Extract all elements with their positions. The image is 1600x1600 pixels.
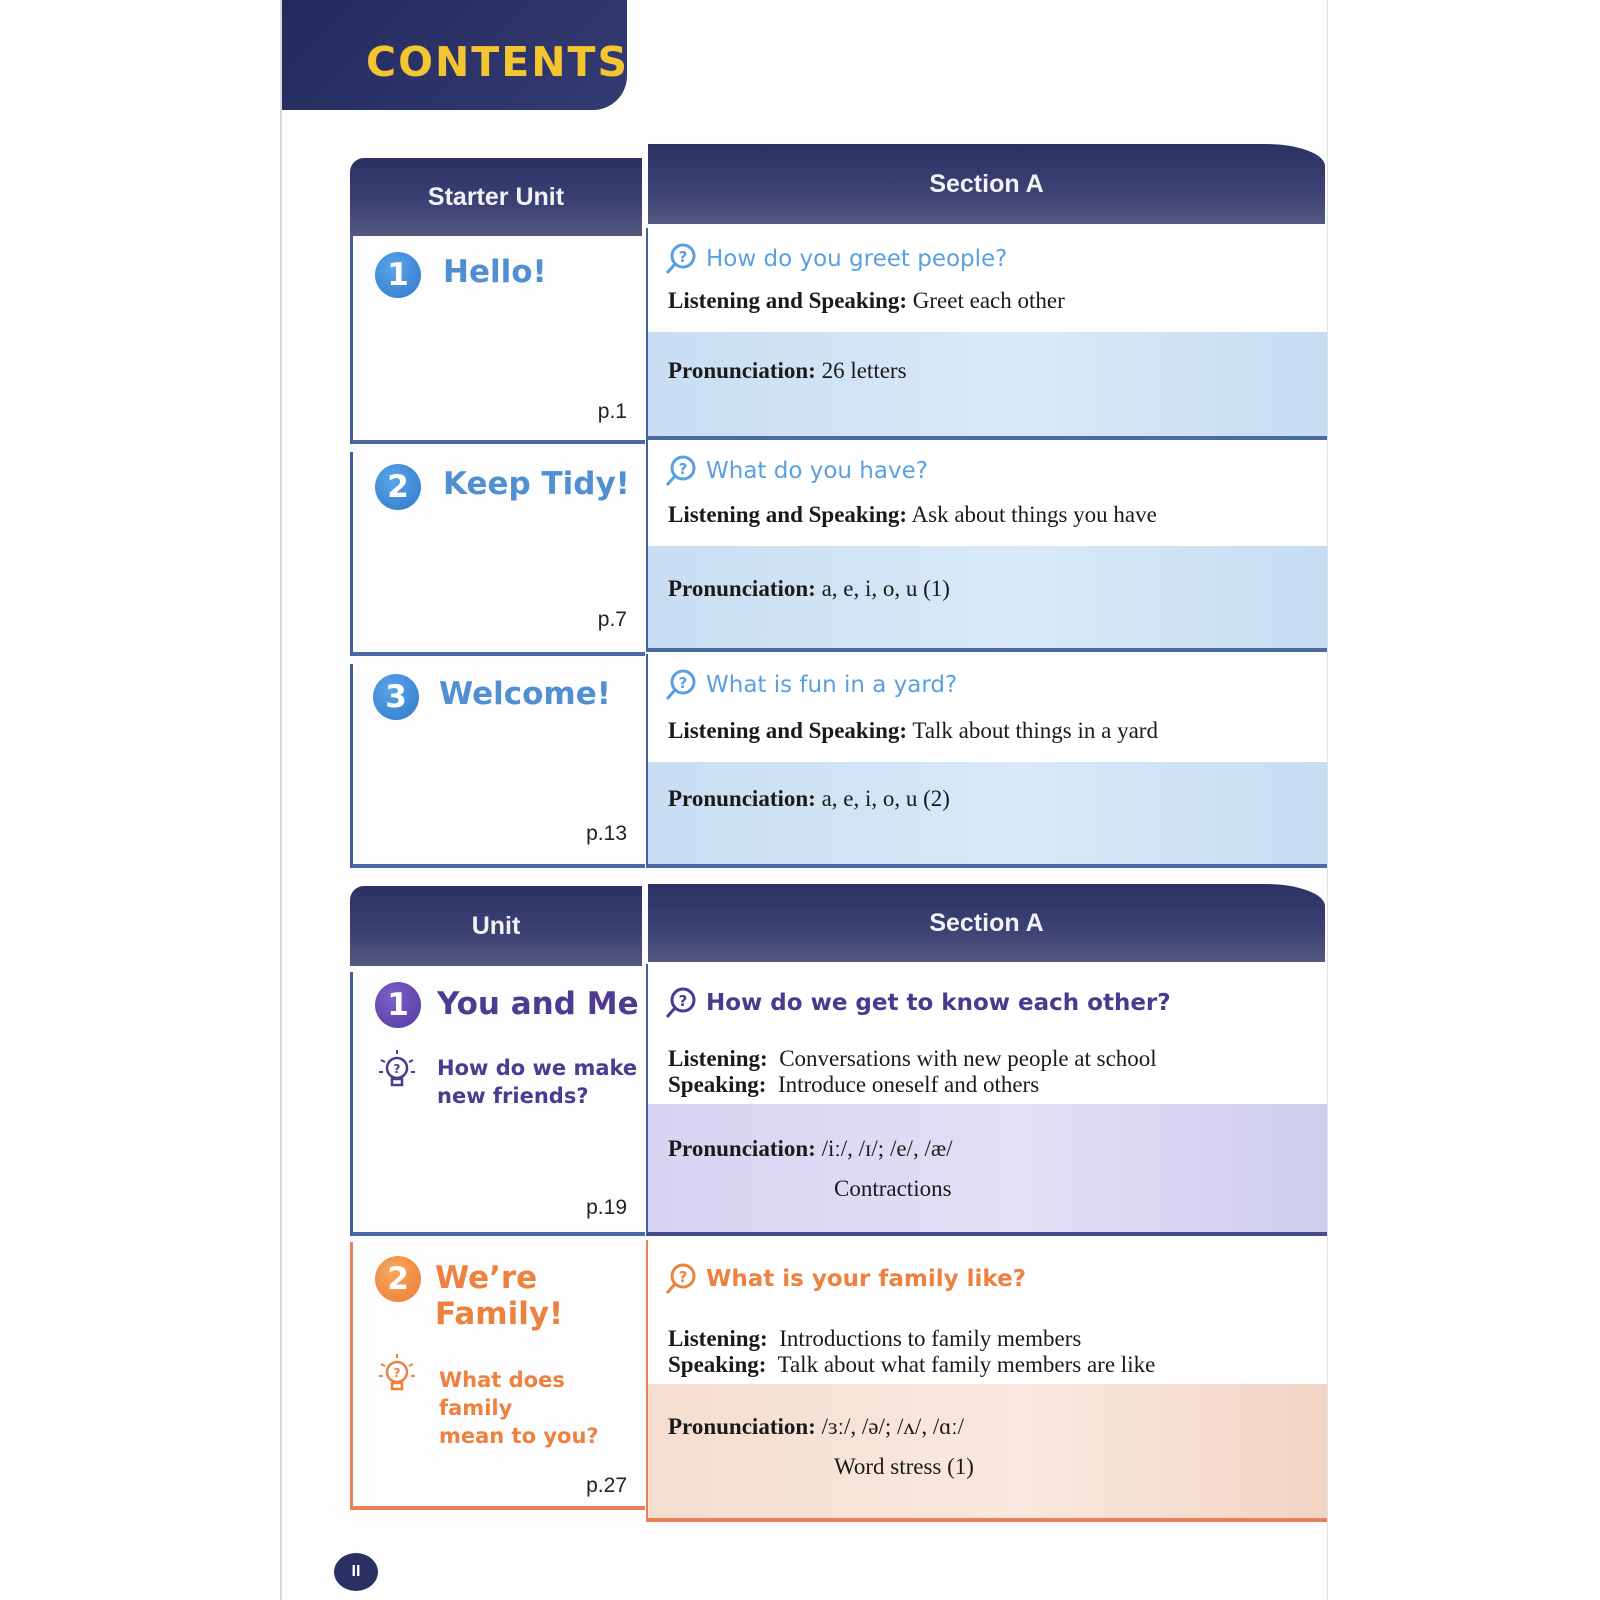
pr-label: Pronunciation: (668, 786, 816, 811)
big-question-line-2: new friends? (437, 1084, 589, 1108)
ls-text: Talk about things in a yard (912, 718, 1158, 743)
question-text: What do you have? (706, 458, 928, 484)
listening-speaking-line (668, 502, 1157, 528)
pronunciation-line (668, 1414, 964, 1440)
svg-text:?: ? (393, 1366, 401, 1380)
contents-tab (282, 0, 630, 110)
starter-unit-2-left (350, 452, 645, 656)
question-search-icon (664, 986, 700, 1020)
svg-text:?: ? (678, 1268, 688, 1286)
ls-label: Listening and Speaking: (668, 288, 908, 313)
page-ref: p.13 (586, 822, 627, 845)
pronunciation-row (648, 332, 1327, 436)
pronunciation-line (668, 786, 950, 812)
unit-number-badge: 2 (375, 1256, 421, 1302)
unit-number-badge: 1 (375, 252, 421, 298)
question-search-icon (664, 242, 700, 276)
pronunciation-line (668, 1136, 953, 1162)
question-text: How do we get to know each other? (706, 990, 1171, 1016)
unit-header-left (350, 886, 642, 966)
l-text: Introductions to family members (779, 1326, 1082, 1351)
listening-line (668, 1046, 1157, 1072)
s-text: Talk about what family members are like (777, 1352, 1156, 1377)
section-question (664, 454, 928, 488)
svg-text:?: ? (678, 674, 688, 692)
pr-text: /ɜː/, /ə/; /ʌ/, /ɑː/ (821, 1414, 965, 1439)
pronunciation-line (668, 576, 950, 602)
pronunciation-line (668, 358, 907, 384)
unit-title: Hello! (443, 254, 547, 290)
section-question (664, 242, 1007, 276)
page-ref: p.7 (597, 608, 627, 631)
s-text: Introduce oneself and others (777, 1072, 1040, 1097)
pr-text: a, e, i, o, u (2) (821, 786, 950, 811)
unit-section-label: Section A (929, 908, 1044, 937)
unit-title (435, 1260, 563, 1332)
ls-text: Ask about things you have (911, 502, 1157, 527)
page-ref: p.27 (586, 1474, 627, 1497)
unit-header-label: Unit (471, 911, 521, 940)
unit-title: Keep Tidy! (443, 466, 630, 502)
speaking-line (668, 1352, 1155, 1378)
unit-title-line-1: We’re (435, 1260, 538, 1296)
big-question-line-1: What does family (439, 1368, 565, 1420)
svg-text:?: ? (678, 460, 688, 478)
book-page (280, 0, 1328, 1600)
unit-2-right (646, 1240, 1327, 1522)
unit-title-line-2: Family! (435, 1296, 564, 1332)
s-label: Speaking: (668, 1072, 767, 1097)
starter-unit-3-left (350, 664, 645, 868)
pr-label: Pronunciation: (668, 358, 816, 383)
pr-text: 26 letters (821, 358, 907, 383)
ls-label: Listening and Speaking: (668, 718, 908, 743)
page-number: II (351, 1563, 361, 1580)
speaking-line (668, 1072, 1039, 1098)
svg-text:?: ? (393, 1062, 401, 1076)
section-question (664, 986, 1171, 1020)
pronunciation-line-2: Word stress (1) (834, 1454, 974, 1479)
listening-row (648, 228, 1327, 328)
pr-label: Pronunciation: (668, 1136, 816, 1161)
question-search-icon (664, 668, 700, 702)
unit-number-badge: 2 (375, 464, 421, 510)
s-label: Speaking: (668, 1352, 767, 1377)
ls-text: Greet each other (912, 288, 1065, 313)
pr-text: /iː/, /ɪ/; /e/, /æ/ (821, 1136, 953, 1161)
l-label: Listening: (668, 1046, 768, 1071)
section-question (664, 668, 957, 702)
unit-title: Welcome! (439, 676, 611, 712)
starter-section-label: Section A (929, 169, 1044, 198)
listening-speaking-line (668, 288, 1065, 314)
pr-label: Pronunciation: (668, 576, 816, 601)
question-text: What is your family like? (706, 1266, 1027, 1292)
starter-unit-1-left (350, 236, 645, 444)
unit-number-badge: 3 (373, 674, 419, 720)
lightbulb-icon (377, 1048, 417, 1094)
pronunciation-row (648, 762, 1327, 864)
pronunciation-row (648, 1384, 1327, 1518)
starter-header-label: Starter Unit (427, 182, 565, 211)
page-ref: p.1 (597, 400, 627, 423)
unit-1-left (350, 972, 645, 1236)
starter-unit-3-right (646, 654, 1327, 868)
page-ref: p.19 (586, 1196, 627, 1219)
l-label: Listening: (668, 1326, 768, 1351)
listening-line (668, 1326, 1081, 1352)
unit-title: You and Me (437, 986, 639, 1022)
starter-unit-1-right (646, 228, 1327, 440)
pr-text: a, e, i, o, u (1) (821, 576, 950, 601)
svg-text:?: ? (678, 992, 688, 1010)
section-question (664, 1262, 1026, 1296)
ls-label: Listening and Speaking: (668, 502, 908, 527)
pronunciation-row (648, 546, 1327, 648)
page-number-badge (334, 1553, 378, 1591)
pr-label: Pronunciation: (668, 1414, 816, 1439)
starter-unit-2-right (646, 440, 1327, 652)
question-text: How do you greet people? (706, 246, 1008, 272)
unit-header-right (648, 884, 1325, 962)
starter-header-right (648, 144, 1325, 224)
listening-row (648, 440, 1327, 542)
big-question-line-1: How do we make (437, 1056, 638, 1080)
page-title: CONTENTS (366, 38, 630, 86)
big-question (437, 1054, 637, 1110)
starter-header-left (350, 158, 642, 236)
pronunciation-line-2: Contractions (834, 1176, 952, 1201)
question-text: What is fun in a yard? (706, 672, 958, 698)
unit-1-right (646, 964, 1327, 1236)
pronunciation-row (648, 1104, 1327, 1232)
big-question (439, 1366, 645, 1450)
unit-2-left (350, 1242, 645, 1510)
big-question-line-2: mean to you? (439, 1424, 599, 1448)
l-text: Conversations with new people at school (779, 1046, 1157, 1071)
listening-row (648, 654, 1327, 762)
unit-number-badge: 1 (375, 982, 421, 1028)
question-search-icon (664, 454, 700, 488)
listening-row (648, 964, 1327, 1104)
lightbulb-icon (377, 1352, 417, 1398)
listening-row (648, 1240, 1327, 1384)
question-search-icon (664, 1262, 700, 1296)
listening-speaking-line (668, 718, 1158, 744)
svg-text:?: ? (678, 248, 688, 266)
